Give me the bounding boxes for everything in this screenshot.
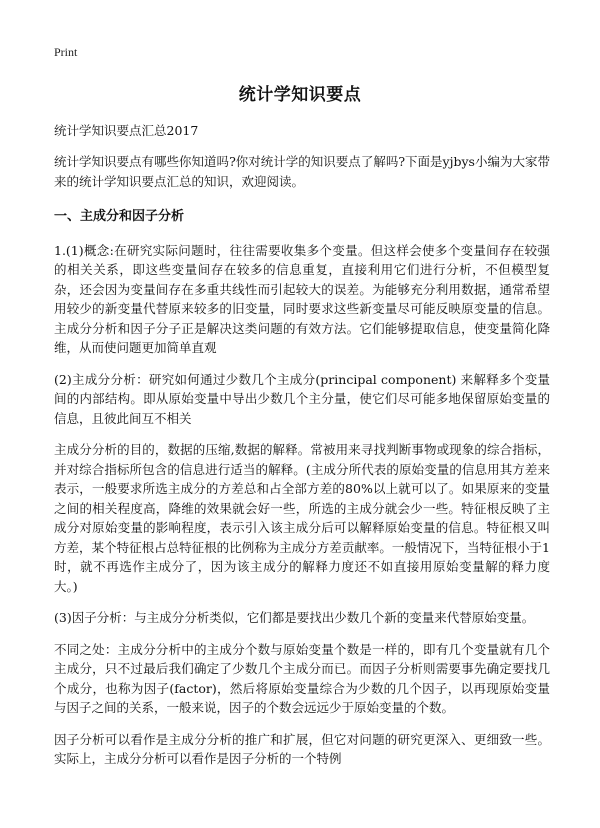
paragraph-pca: (2)主成分分析：研究如何通过少数几个主成分(principal component) 来解释多个变量间的内部结构。即从原始变量中导出少数几个主分量，使它们尽可能多地保留原始变量的信息，且彼此间互不相关 — [54, 371, 550, 426]
section-heading: 一、主成分和因子分析 — [54, 209, 185, 224]
page-title: 统计学知识要点 — [238, 85, 362, 105]
paragraph-extension: 因子分析可以看作是主成分分析的推广和扩展，但它对问题的研究更深入、更细致一些。实际上，主成分分析可以看作是因子分析的一个特例 — [54, 731, 550, 766]
paragraph-factor-analysis: (3)因子分析：与主成分分析类似，它们都是要找出少数几个新的变量来代替原始变量。 — [54, 610, 535, 625]
document-body — [54, 152, 550, 781]
paragraph-concept: 1.(1)概念:在研究实际问题时，往往需要收集多个变量。但这样会使多个变量间存在较强的相关关系，即这些变量间存在较多的信息重复，直接利用它们进行分析，不但模型复杂，还会因为变量间存在多重共线性而引起较大的误差。为能够充分利用数据，通常希望用较少的新变量代替原来较多的旧变量，同时要求这些新变量尽可能反映原变量的信息。主成分分析和因子分子正是解决这类问题的有效方法。它们能够提取信息，使变量简化降维，从而使问题更加简单直观 — [54, 242, 550, 355]
paragraph-differences: 不同之处：主成分分析中的主成分个数与原始变量个数是一样的，即有几个变量就有几个主成分，只不过最后我们确定了少数几个主成分而已。而因子分析则需要事先确定要找几个成分，也称为因子(factor)，然后将原始变量综合为少数的几个因子，以再现原始变量与因子之间的关系，一般来说，因子的个数会远远少于原始变量的个数。 — [54, 641, 550, 715]
intro-paragraph: 统计学知识要点有哪些你知道吗?你对统计学的知识要点了解吗?下面是yjbys小编为大家带来的统计学知识要点汇总的知识，欢迎阅读。 — [54, 154, 550, 189]
document-subtitle: 统计学知识要点汇总2017 — [54, 123, 199, 138]
print-label: Print — [54, 45, 78, 59]
paragraph-pca-purpose: 主成分分析的目的，数据的压缩,数据的解释。常被用来寻找判断事物或现象的综合指标，并对综合指标所包含的信息进行适当的解释。(主成分所代表的原始变量的信息用其方差来表示，一般要求所选主成分的方差总和占全部方差的80%以上就可以了。如果原来的变量之间的相关程度高，降维的效果就会好一些，所选的主成分就会少一些。特征根反映了主成分对原始变量的影响程度，表示引入该主成分后可以解释原始变量的信息。特征根又叫方差，某个特征根占总特征根的比例称为主成分方差贡献率。一般情况下，当特征根小于1时，就不再选作主成分了，因为该主成分的解释力度还不如直接用原始变量解的释力度大。) — [54, 442, 550, 594]
